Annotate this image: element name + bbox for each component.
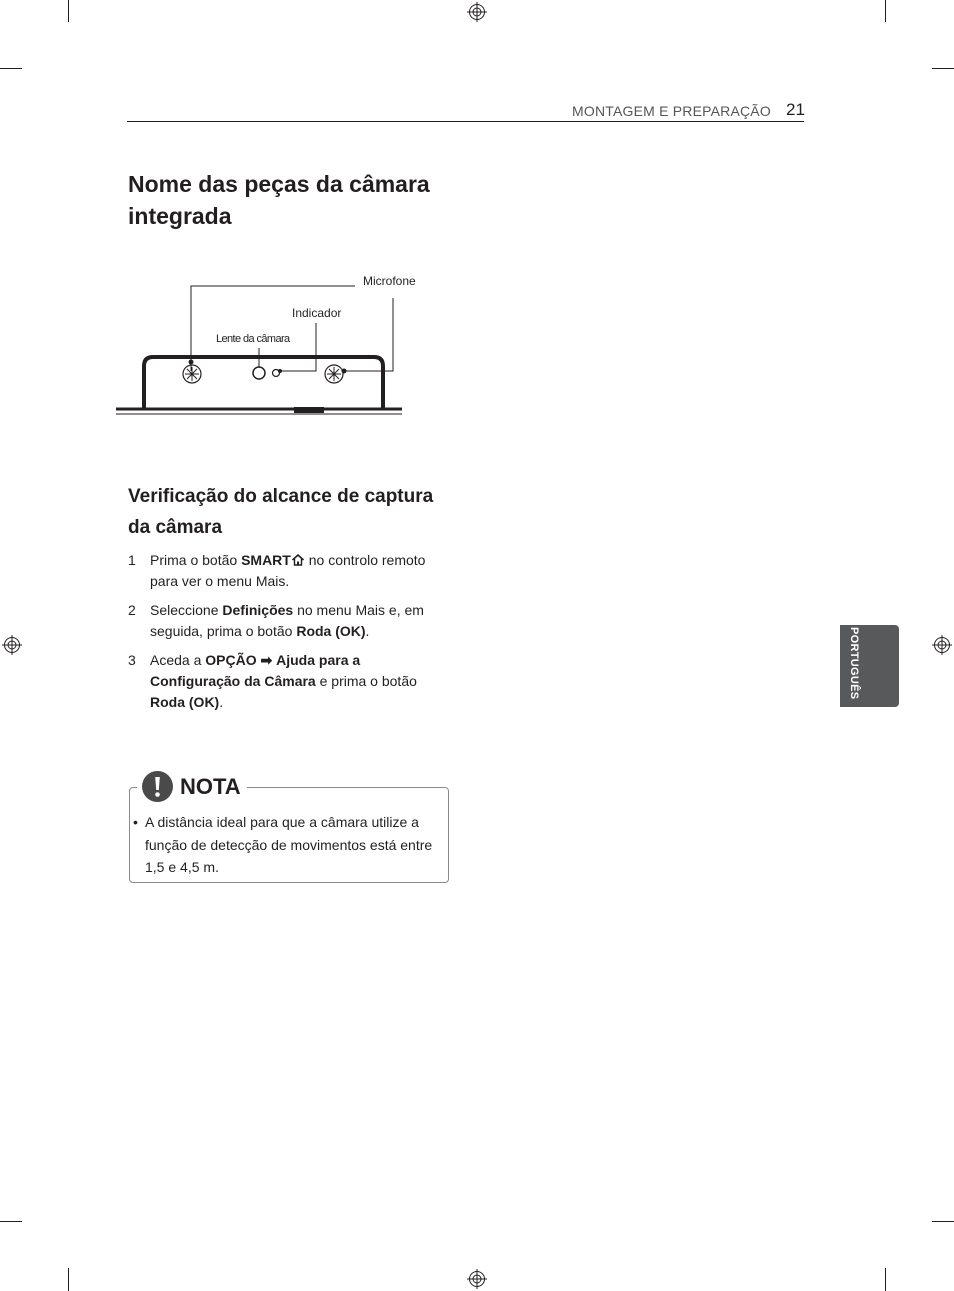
step-bold: SMART: [241, 552, 291, 568]
camera-diagram: [112, 270, 416, 430]
step-text: e prima o botão: [315, 673, 417, 689]
step-bold: OPÇÃO: [205, 652, 257, 668]
step-bold: Definições: [222, 602, 294, 618]
step-number: 1: [128, 552, 136, 568]
label-microphone: Microfone: [363, 274, 416, 288]
arrow-icon: ➡: [260, 652, 273, 668]
step-bold: Roda (OK): [296, 623, 366, 639]
registration-mark-icon: [932, 635, 952, 655]
camera-illustration: [112, 270, 412, 430]
crop-mark: [932, 68, 954, 69]
registration-mark-icon: [467, 2, 487, 22]
note-text: A distância ideal para que a câmara utilize a função de detecção de movimentos está entre 1,5 e 4,5 m.: [145, 814, 433, 875]
page-title: Nome das peças da câmara integrada: [128, 171, 430, 229]
section-title: MONTAGEM E PREPARAÇÃO: [572, 103, 771, 119]
section-subtitle: Verificação do alcance de captura da câmara: [128, 486, 434, 538]
crop-mark: [932, 1221, 954, 1222]
crop-mark: [0, 68, 22, 69]
note-bullet: •: [133, 814, 138, 830]
step-bold: Roda (OK): [150, 694, 220, 710]
step-text: Seleccione: [150, 602, 223, 618]
step-item: [128, 650, 448, 713]
steps-list: [128, 550, 448, 721]
crop-mark: [68, 0, 69, 22]
crop-mark: [885, 0, 886, 22]
crop-mark: [0, 1221, 22, 1222]
step-text: Aceda a: [150, 652, 206, 668]
crop-mark: [885, 1268, 886, 1291]
header-divider: [127, 121, 804, 122]
exclamation-icon: [142, 771, 173, 802]
step-item: [128, 600, 448, 642]
step-number: 2: [128, 602, 136, 618]
crop-mark: [68, 1268, 69, 1291]
registration-mark-icon: [2, 635, 22, 655]
page-number: 21: [786, 100, 805, 119]
note-title: NOTA: [180, 774, 241, 799]
step-text: Prima o botão: [150, 552, 242, 568]
home-icon: [291, 554, 305, 566]
step-text: no menu Mais e, em seguida, prima o botão: [150, 602, 424, 639]
step-number: 3: [128, 652, 136, 668]
step-text: .: [219, 694, 224, 710]
step-text: .: [365, 623, 370, 639]
step-bold: Ajuda para a Configuração da Câmara: [150, 652, 361, 689]
language-tab-label: PORTUGUÊS: [848, 627, 860, 700]
label-indicator: Indicador: [292, 306, 342, 320]
registration-mark-icon: [467, 1269, 487, 1289]
label-camera-lens: Lente da câmara: [216, 333, 290, 345]
step-text: no controlo remoto para ver o menu Mais.: [150, 552, 426, 589]
step-item: [128, 550, 448, 592]
